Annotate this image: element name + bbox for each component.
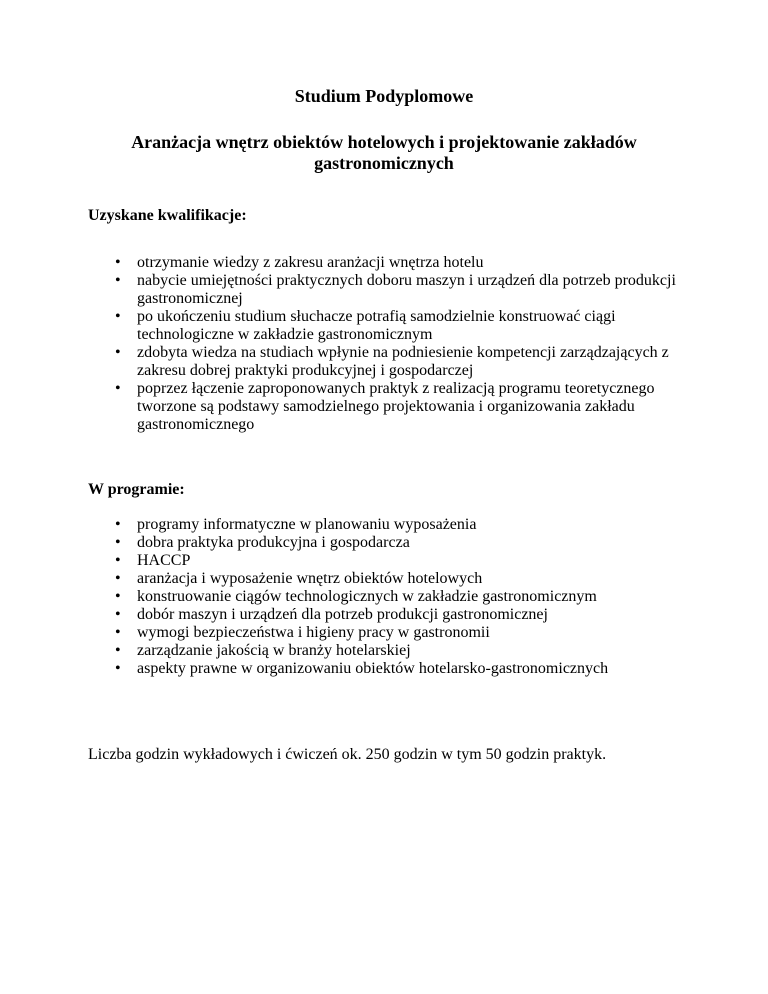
document-title: Studium Podyplomowe <box>294 86 474 106</box>
list-item-text: programy informatyczne w planowaniu wyposażenia <box>137 516 477 533</box>
bullet-icon: • <box>115 588 121 605</box>
document-subtitle: Aranżacja wnętrz obiektów hotelowych i projektowanie zakładów gastronomicznych <box>131 132 637 173</box>
bullet-icon: • <box>115 552 121 569</box>
bullet-icon: • <box>115 254 121 271</box>
bullet-icon: • <box>115 308 121 325</box>
list-item <box>0 552 677 570</box>
list-item-text: otrzymanie wiedzy z zakresu aranżacji wnętrza hotelu <box>137 254 484 271</box>
list-item <box>0 516 677 534</box>
list-item <box>0 272 677 308</box>
list-item <box>0 254 677 272</box>
list-item <box>0 624 677 642</box>
bullet-icon: • <box>115 642 121 659</box>
list-item-text: zarządzanie jakością w branży hotelarskiej <box>137 642 411 659</box>
list-item-text: po ukończeniu studium słuchacze potrafią samodzielnie konstruować ciągi technologiczne w zakładzie gastronomicznym <box>137 308 616 343</box>
bullet-icon: • <box>115 606 121 623</box>
bullet-icon: • <box>115 624 121 641</box>
list-item <box>0 534 677 552</box>
bullet-icon: • <box>115 534 121 551</box>
qualifications-list <box>0 254 677 434</box>
bullet-icon: • <box>115 516 121 533</box>
bullet-icon: • <box>115 660 121 677</box>
list-item <box>0 660 677 678</box>
list-item-text: dobór maszyn i urządzeń dla potrzeb produkcji gastronomicznej <box>137 606 548 623</box>
list-item <box>0 588 677 606</box>
list-item <box>0 606 677 624</box>
qualifications-heading: Uzyskane kwalifikacje: <box>88 207 247 224</box>
list-item-text: HACCP <box>137 552 191 569</box>
list-item <box>0 308 677 344</box>
list-item-text: wymogi bezpieczeństwa i higieny pracy w gastronomii <box>137 624 490 641</box>
list-item-text: zdobyta wiedza na studiach wpłynie na podniesienie kompetencji zarządzających z zakresu dobrej praktyki produkcyjnej i gospodarczej <box>137 344 669 379</box>
list-item <box>0 344 677 380</box>
list-item <box>0 570 677 588</box>
list-item-text: dobra praktyka produkcyjna i gospodarcza <box>137 534 410 551</box>
bullet-icon: • <box>115 344 121 361</box>
list-item <box>0 642 677 660</box>
list-item-text: konstruowanie ciągów technologicznych w zakładzie gastronomicznym <box>137 588 597 605</box>
bullet-icon: • <box>115 570 121 587</box>
list-item-text: poprzez łączenie zaproponowanych praktyk z realizacją programu teoretycznego tworzone są podstawy samodzielnego projektowania i organizowania zakładu gastronomicznego <box>137 380 655 433</box>
bullet-icon: • <box>115 272 121 289</box>
hours-note: Liczba godzin wykładowych i ćwiczeń ok. 250 godzin w tym 50 godzin praktyk. <box>88 746 607 763</box>
program-list <box>0 516 677 678</box>
program-heading: W programie: <box>88 481 185 498</box>
list-item-text: nabycie umiejętności praktycznych doboru maszyn i urządzeń dla potrzeb produkcji gastronomicznej <box>137 272 676 307</box>
list-item <box>0 380 677 434</box>
list-item-text: aspekty prawne w organizowaniu obiektów hotelarsko-gastronomicznych <box>137 660 609 677</box>
list-item-text: aranżacja i wyposażenie wnętrz obiektów hotelowych <box>137 570 483 587</box>
bullet-icon: • <box>115 380 121 397</box>
